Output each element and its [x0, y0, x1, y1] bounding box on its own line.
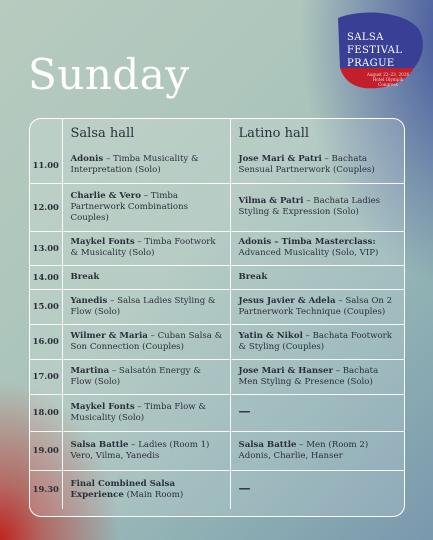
session-title: Martina [70, 365, 110, 376]
latino-hall-header: Latino hall [230, 119, 405, 148]
latino-hall-cell [230, 183, 405, 231]
salsa-hall-cell [62, 324, 230, 359]
session-detail: – Timba Partnerwork Combinations Couples) [70, 190, 189, 223]
latino-hall-cell [230, 148, 405, 183]
session-detail: – Bachata Ladies Styling & Expression (Solo) [238, 196, 381, 217]
session-title: Yatin & Nikol [238, 330, 303, 341]
logo-date [364, 72, 412, 87]
session-detail: – Salsatón Energy & Flow (Solo) [70, 365, 201, 387]
logo-text-salsa: SALSA [347, 32, 384, 43]
session-title: Maykel Fonts [70, 401, 135, 412]
session-title: Maykel Fonts [70, 237, 135, 247]
salsa-hall-cell [62, 265, 230, 289]
salsa-hall-cell [62, 148, 230, 183]
session-title: Adonis – Timba Masterclass: [238, 237, 376, 247]
session-detail: – Salsa On 2 Partnerwork Technique (Couples) [238, 295, 393, 317]
latino-hall-cell [230, 324, 405, 359]
table-row [30, 231, 405, 265]
logo-text-festival: FESTIVAL [347, 45, 403, 56]
time-cell: 14.00 [30, 265, 62, 289]
session-title: Wilmer & Maria [70, 330, 148, 341]
table-row [30, 359, 405, 394]
latino-hall-cell [230, 359, 405, 394]
session-detail: – Cuban Salsa & Son Connection (Couples) [70, 330, 223, 352]
session-detail: (Main Room) [123, 489, 184, 500]
table-row [30, 431, 405, 470]
session-detail: – Bachata Men Styling & Presence (Solo) [238, 365, 379, 387]
table-row [30, 394, 405, 431]
salsa-hall-cell [62, 394, 230, 431]
logo-date-line: August 22–23, 2026 [366, 72, 410, 77]
session-detail: – Salsa Ladies Styling & Flow (Solo) [70, 295, 216, 317]
session-detail: – Timba Footwork & Musicality (Solo) [70, 237, 216, 258]
time-cell: 19.00 [30, 431, 62, 470]
time-cell: 15.00 [30, 289, 62, 324]
session-title: Final Combined Salsa Experience [70, 478, 176, 500]
latino-hall-cell [230, 394, 405, 431]
table-row [30, 470, 405, 509]
festival-logo [334, 10, 426, 96]
session-title: — [238, 481, 251, 496]
time-cell: 13.00 [30, 231, 62, 265]
table-row [30, 265, 405, 289]
time-column-header [30, 119, 62, 148]
latino-hall-cell [230, 470, 405, 509]
session-title: Salsa Battle [238, 439, 297, 450]
table-header-row [30, 119, 405, 148]
session-title: Jose Mari & Hanser [238, 365, 333, 376]
logo-text-prague: PRAGUE [347, 58, 395, 69]
table-row [30, 183, 405, 231]
salsa-hall-cell [62, 431, 230, 470]
session-title: Break [238, 271, 268, 282]
time-cell: 19.30 [30, 470, 62, 509]
latino-hall-cell [230, 289, 405, 324]
session-title: Jesus Javier & Adela [238, 295, 336, 306]
salsa-hall-cell [62, 470, 230, 509]
table-row [30, 289, 405, 324]
salsa-hall-cell [62, 231, 230, 265]
schedule-table [29, 118, 405, 517]
time-cell: 17.00 [30, 359, 62, 394]
session-detail: Advanced Musicality (Solo, VIP) [238, 248, 379, 258]
logo-venue-line: Hotel Olympik Congress [372, 77, 404, 87]
session-detail: – Timba Musicality & Interpretation (Solo) [70, 154, 199, 176]
salsa-hall-cell [62, 289, 230, 324]
page-title: Sunday [28, 50, 190, 99]
session-detail: – Bachata Sensual Partnerwork (Couples) [238, 154, 375, 176]
latino-hall-cell [230, 431, 405, 470]
time-cell: 16.00 [30, 324, 62, 359]
latino-hall-cell [230, 231, 405, 265]
session-title: Adonis [70, 154, 104, 165]
session-title: Salsa Battle [70, 439, 129, 450]
time-cell: 11.00 [30, 148, 62, 183]
latino-hall-cell [230, 265, 405, 289]
session-title: Break [70, 271, 100, 282]
salsa-hall-cell [62, 359, 230, 394]
table-row [30, 324, 405, 359]
session-title: Charlie & Vero [70, 190, 142, 201]
salsa-hall-cell [62, 183, 230, 231]
session-title: Vilma & Patri [238, 196, 304, 206]
time-cell: 12.00 [30, 183, 62, 231]
session-title: Yanedis [70, 295, 108, 306]
time-cell: 18.00 [30, 394, 62, 431]
session-title: Jose Mari & Patri [238, 154, 322, 165]
session-detail: – Timba Flow & Musicality (Solo) [70, 401, 207, 423]
session-title: — [238, 404, 251, 418]
salsa-hall-header: Salsa hall [62, 119, 230, 148]
session-detail: – Ladies (Room 1) Vero, Vilma, Yanedis [70, 439, 210, 461]
session-detail: – Bachata Footwork & Styling (Couples) [238, 330, 392, 352]
table-row [30, 148, 405, 183]
session-detail: – Men (Room 2) Adonis, Charlie, Hanser [238, 439, 369, 461]
